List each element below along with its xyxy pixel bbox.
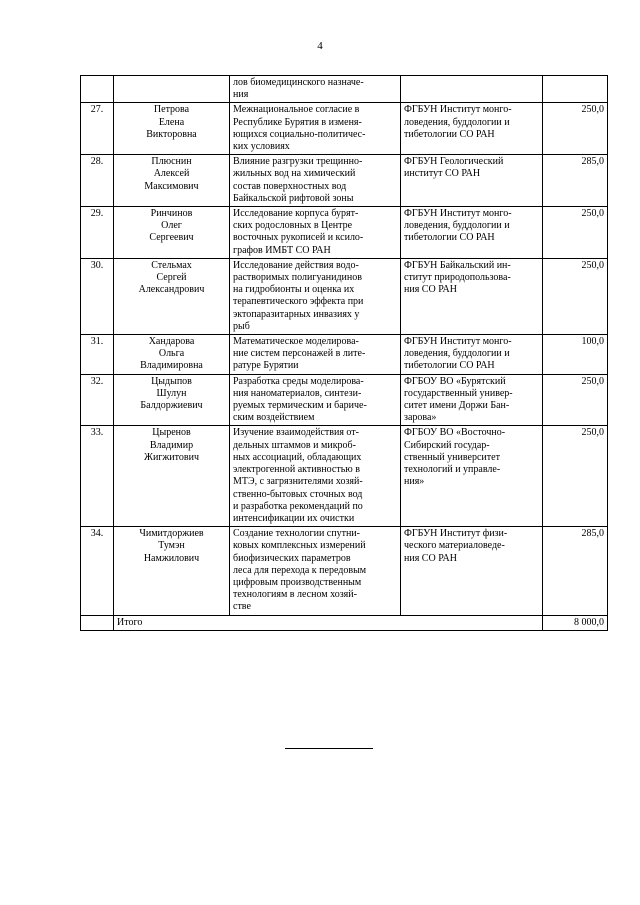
research-topic xyxy=(230,155,401,207)
grant-amount: 250,0 xyxy=(543,426,608,527)
organization-line: технологий и управле- xyxy=(404,464,501,476)
research-topic-line: Математическое моделирова- xyxy=(233,336,359,348)
table-row xyxy=(81,527,608,615)
recipient-name-line: Сергей xyxy=(156,272,187,284)
research-topic xyxy=(230,103,401,155)
recipient-name-line: Петрова xyxy=(153,104,190,116)
recipient-name-line: Цыренов xyxy=(152,427,191,439)
table-row xyxy=(81,335,608,375)
research-topic-line: Исследование действия водо- xyxy=(233,259,359,271)
research-topic xyxy=(230,207,401,259)
grant-amount: 100,0 xyxy=(543,335,608,375)
grant-table xyxy=(80,75,608,631)
organization-line: ния СО РАН xyxy=(404,552,457,564)
organization-line: ния СО РАН xyxy=(404,284,457,296)
row-number: 34. xyxy=(81,527,114,615)
research-topic-line: руемых термическим и бариче- xyxy=(233,400,367,412)
row-number: 33. xyxy=(81,426,114,527)
organization-line: ФГБУН Институт монго- xyxy=(404,104,512,116)
row-number: 32. xyxy=(81,374,114,426)
total-empty-cell xyxy=(81,615,114,630)
grant-amount: 285,0 xyxy=(543,527,608,615)
research-topic-line: восточных рукописей и ксило- xyxy=(233,232,364,244)
page-number: 4 xyxy=(317,40,323,52)
recipient-name-line: Олег xyxy=(161,220,182,232)
recipient-name xyxy=(114,207,230,259)
research-topic-line: ских родословных в Центре xyxy=(233,220,353,232)
row-number: 31. xyxy=(81,335,114,375)
recipient-name-line: Намжилович xyxy=(143,552,200,564)
table-row xyxy=(81,426,608,527)
total-amount: 8 000,0 xyxy=(543,615,608,630)
recipient-name-line: Ринчинов xyxy=(150,208,193,220)
recipient-name-line: Тумэн xyxy=(158,540,185,552)
recipient-name-line: Шулун xyxy=(156,387,187,399)
recipient-name-line: Жигжитович xyxy=(143,451,199,463)
organization-line: тибетологии СО РАН xyxy=(404,232,495,244)
grant-amount: 285,0 xyxy=(543,155,608,207)
grant-amount: 250,0 xyxy=(543,258,608,334)
table-row xyxy=(81,155,608,207)
row-number: 30. xyxy=(81,258,114,334)
recipient-name-line: Владимировна xyxy=(140,360,203,372)
research-topic-line: и разработка рекомендаций по xyxy=(233,500,363,512)
grant-amount: 250,0 xyxy=(543,207,608,259)
organization-line: ФГБОУ ВО «Бурятский xyxy=(404,375,506,387)
organization xyxy=(401,76,543,103)
organization xyxy=(401,374,543,426)
recipient-name xyxy=(114,155,230,207)
research-topic-line: состав поверхностных вод xyxy=(233,180,347,192)
recipient-name xyxy=(114,103,230,155)
research-topic-line: ковых комплексных измерений xyxy=(233,540,366,552)
recipient-name-line: Елена xyxy=(158,116,185,128)
recipient-name-line: Плюснин xyxy=(151,156,192,168)
row-number: 28. xyxy=(81,155,114,207)
research-topic-line: лов биомедицинского назначе- xyxy=(233,77,364,88)
recipient-name xyxy=(114,374,230,426)
organization-line: ния» xyxy=(404,476,425,488)
research-topic-line: ским воздействием xyxy=(233,412,315,424)
organization-line: ФГБУН Институт физи- xyxy=(404,528,508,540)
organization-line: ственный университет xyxy=(404,451,500,463)
research-topic-line: леса для перехода к передовым xyxy=(233,564,367,576)
recipient-name-line: Ольга xyxy=(158,348,185,360)
research-topic-line: ственно-бытовых сточных вод xyxy=(233,488,363,500)
grant-amount xyxy=(543,76,608,103)
research-topic-line: Создание технологии спутни- xyxy=(233,528,360,540)
grant-table-body xyxy=(81,76,608,631)
research-topic-line: ния наноматериалов, синтези- xyxy=(233,387,362,399)
recipient-name-line: Стельмах xyxy=(151,259,192,271)
organization xyxy=(401,103,543,155)
research-topic-line: ных ассоциаций, обладающих xyxy=(233,451,362,463)
research-topic-line: цифровым производственным xyxy=(233,576,362,588)
research-topic xyxy=(230,258,401,334)
organization xyxy=(401,527,543,615)
organization xyxy=(401,335,543,375)
research-topic-line: электрогенной активностью в xyxy=(233,464,360,476)
research-topic xyxy=(230,335,401,375)
row-number: 29. xyxy=(81,207,114,259)
recipient-name-line: Чимитдоржиев xyxy=(139,528,204,540)
research-topic-line: технологиям в лесном хозяй- xyxy=(233,589,357,601)
research-topic-line: ратуре Бурятии xyxy=(233,360,299,372)
research-topic-line: Влияние разгрузки трещинно- xyxy=(233,156,363,168)
research-topic xyxy=(230,527,401,615)
organization-line: ФГБОУ ВО «Восточно- xyxy=(404,427,506,439)
research-topic-line: ких условиях xyxy=(233,141,290,153)
recipient-name-line: Хандарова xyxy=(148,336,195,348)
research-topic xyxy=(230,426,401,527)
row-number xyxy=(81,76,114,103)
recipient-name-line: Балдоржиевич xyxy=(140,400,203,412)
research-topic-line: биофизических параметров xyxy=(233,552,351,564)
organization-line: ститут природопользова- xyxy=(404,272,511,284)
research-topic-line: ния xyxy=(233,89,249,101)
recipient-name xyxy=(114,76,230,103)
research-topic-line: графов ИМБТ СО РАН xyxy=(233,244,331,256)
research-topic-line: Изучение взаимодействия от- xyxy=(233,427,360,439)
organization-line: ловедения, буддологии и xyxy=(404,116,510,128)
research-topic-line: на гидробионты и оценка их xyxy=(233,284,355,296)
table-row xyxy=(81,258,608,334)
research-topic-line: эктопаразитарных инвазиях у xyxy=(233,308,360,320)
total-row xyxy=(81,615,608,630)
grant-amount: 250,0 xyxy=(543,103,608,155)
recipient-name xyxy=(114,258,230,334)
organization-line: тибетологии СО РАН xyxy=(404,360,495,372)
organization-line: ловедения, буддологии и xyxy=(404,348,510,360)
recipient-name-line: Владимир xyxy=(149,439,194,451)
organization-line: ФГБУН Институт монго- xyxy=(404,336,512,348)
research-topic-line: растворимых полигуанидинов xyxy=(233,272,362,284)
organization-line: ФГБУН Институт монго- xyxy=(404,208,512,220)
research-topic-line: Исследование корпуса бурят- xyxy=(233,208,359,220)
organization xyxy=(401,207,543,259)
total-label: Итого xyxy=(114,615,543,630)
recipient-name-line: Цыдыпов xyxy=(151,375,192,387)
organization-line: ФГБУН Байкальский ин- xyxy=(404,259,511,271)
organization xyxy=(401,426,543,527)
organization-line: ловедения, буддологии и xyxy=(404,220,510,232)
table-row xyxy=(81,207,608,259)
footer-rule xyxy=(285,748,373,749)
recipient-name xyxy=(114,426,230,527)
recipient-name xyxy=(114,335,230,375)
recipient-name-line: Сергеевич xyxy=(149,232,194,244)
organization-line: ФГБУН Геологический xyxy=(404,156,504,168)
row-number: 27. xyxy=(81,103,114,155)
table-row xyxy=(81,374,608,426)
recipient-name-line: Максимович xyxy=(144,180,199,192)
organization-line: институт СО РАН xyxy=(404,168,481,180)
organization-line: ситет имени Доржи Бан- xyxy=(404,400,510,412)
grant-amount: 250,0 xyxy=(543,374,608,426)
recipient-name-line: Александрович xyxy=(138,284,205,296)
research-topic xyxy=(230,76,401,103)
research-topic-line: МТЭ, с загрязнителями хозяй- xyxy=(233,476,363,488)
research-topic xyxy=(230,374,401,426)
research-topic-line: рыб xyxy=(233,320,250,332)
research-topic-line: интенсификации их очистки xyxy=(233,512,355,524)
organization-line: ческого материаловеде- xyxy=(404,540,505,552)
research-topic-line: ющихся социально-политичес- xyxy=(233,128,366,140)
research-topic-line: жильных вод на химический xyxy=(233,168,356,180)
organization xyxy=(401,155,543,207)
research-topic-line: ние систем персонажей в лите- xyxy=(233,348,366,360)
table-row xyxy=(81,103,608,155)
recipient-name-line: Алексей xyxy=(153,168,190,180)
research-topic-line: Разработка среды моделирова- xyxy=(233,375,364,387)
organization-line: государственный универ- xyxy=(404,387,513,399)
research-topic-line: терапевтического эффекта при xyxy=(233,296,364,308)
table-row xyxy=(81,76,608,103)
research-topic-line: стве xyxy=(233,601,251,613)
recipient-name xyxy=(114,527,230,615)
research-topic-line: Республике Бурятия в изменя- xyxy=(233,116,362,128)
research-topic-line: дельных штаммов и микроб- xyxy=(233,439,356,451)
organization-line: Сибирский государ- xyxy=(404,439,490,451)
research-topic-line: Байкальской рифтовой зоны xyxy=(233,192,354,204)
organization xyxy=(401,258,543,334)
organization-line: тибетологии СО РАН xyxy=(404,128,495,140)
recipient-name-line: Викторовна xyxy=(146,128,197,140)
research-topic-line: Межнациональное согласие в xyxy=(233,104,360,116)
organization-line: зарова» xyxy=(404,412,437,424)
